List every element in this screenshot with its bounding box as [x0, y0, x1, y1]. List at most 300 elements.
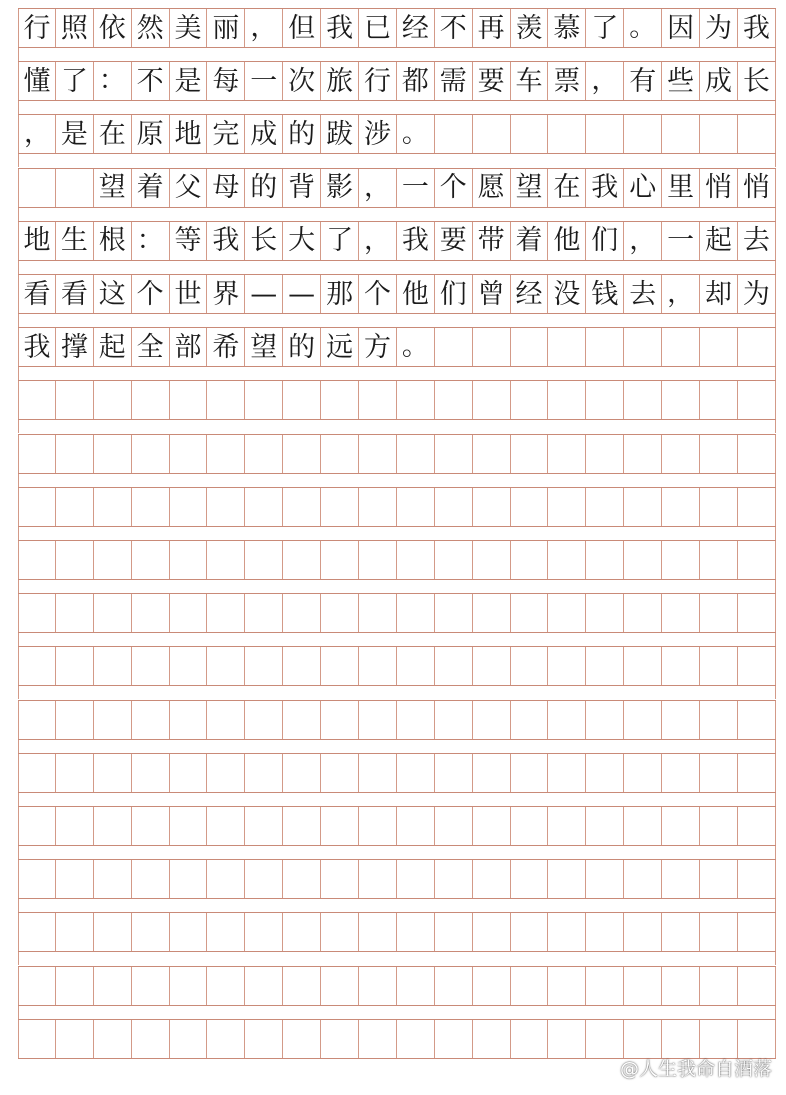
- row-gap: [18, 48, 776, 61]
- grid-cell: [94, 967, 132, 1005]
- grid-row: [18, 221, 776, 261]
- grid-cell: 望: [511, 169, 549, 207]
- grid-cell: 他: [397, 275, 435, 313]
- grid-cell: [700, 967, 738, 1005]
- grid-cell: [624, 913, 662, 951]
- grid-cell: 是: [56, 115, 94, 153]
- grid-row: [18, 593, 776, 633]
- tentacle-logo-icon: [596, 1058, 616, 1078]
- row-gap: [18, 952, 776, 965]
- grid-cell: [700, 488, 738, 526]
- grid-cell: 行: [359, 62, 397, 100]
- grid-cell: —: [245, 275, 283, 313]
- grid-cell: 去: [624, 275, 662, 313]
- grid-cell: 却: [700, 275, 738, 313]
- grid-cell: 旅: [321, 62, 359, 100]
- grid-cell: [245, 701, 283, 739]
- grid-cell: 丽: [207, 9, 245, 47]
- grid-cell: [738, 967, 776, 1005]
- grid-cell: 悄: [700, 169, 738, 207]
- grid-cell: [511, 435, 549, 473]
- grid-cell: 了: [586, 9, 624, 47]
- grid-cell: [170, 594, 208, 632]
- grid-cell: [94, 541, 132, 579]
- grid-cell: 。: [397, 328, 435, 366]
- grid-cell: [548, 1020, 586, 1058]
- watermark: [596, 1054, 772, 1081]
- grid-cell: 影: [321, 169, 359, 207]
- grid-cell: 方: [359, 328, 397, 366]
- grid-cell: [18, 381, 56, 419]
- grid-cell: [321, 435, 359, 473]
- grid-cell: 部: [170, 328, 208, 366]
- grid-cell: [170, 754, 208, 792]
- grid-cell: [548, 647, 586, 685]
- grid-cell: [511, 701, 549, 739]
- grid-cell: [283, 435, 321, 473]
- grid-cell: 我: [18, 328, 56, 366]
- grid-cell: [94, 594, 132, 632]
- grid-cell: [473, 1020, 511, 1058]
- grid-cell: [435, 115, 473, 153]
- grid-cell: 望: [245, 328, 283, 366]
- grid-cell: [283, 541, 321, 579]
- grid-cell: 经: [511, 275, 549, 313]
- row-gap: [18, 633, 776, 646]
- grid-cell: [700, 541, 738, 579]
- grid-cell: [662, 541, 700, 579]
- grid-cell: [586, 1020, 624, 1058]
- grid-cell: [283, 860, 321, 898]
- grid-cell: [321, 967, 359, 1005]
- grid-cell: 他: [548, 222, 586, 260]
- grid-cell: [700, 328, 738, 366]
- grid-cell: [359, 381, 397, 419]
- grid-cell: [662, 328, 700, 366]
- grid-cell: [511, 1020, 549, 1058]
- grid-row: [18, 700, 776, 740]
- grid-cell: [56, 701, 94, 739]
- grid-cell: [56, 541, 94, 579]
- grid-cell: [132, 488, 170, 526]
- grid-cell: [359, 754, 397, 792]
- grid-cell: [738, 115, 776, 153]
- grid-cell: 个: [359, 275, 397, 313]
- grid-cell: [56, 860, 94, 898]
- grid-cell: [397, 860, 435, 898]
- grid-cell: [321, 594, 359, 632]
- grid-cell: [18, 169, 56, 207]
- grid-cell: 成: [245, 115, 283, 153]
- grid-cell: [586, 913, 624, 951]
- grid-cell: [170, 1020, 208, 1058]
- grid-cell: ，: [586, 62, 624, 100]
- grid-cell: [700, 381, 738, 419]
- grid-cell: [700, 807, 738, 845]
- grid-cell: 懂: [18, 62, 56, 100]
- grid-cell: 心: [624, 169, 662, 207]
- grid-cell: [473, 754, 511, 792]
- grid-cell: [511, 541, 549, 579]
- row-gap: [18, 420, 776, 433]
- grid-cell: [548, 967, 586, 1005]
- grid-cell: [511, 807, 549, 845]
- grid-cell: [548, 381, 586, 419]
- grid-cell: [170, 435, 208, 473]
- grid-cell: [207, 435, 245, 473]
- grid-cell: 根: [94, 222, 132, 260]
- grid-cell: 。: [624, 9, 662, 47]
- grid-cell: ，: [245, 9, 283, 47]
- grid-row: [18, 1019, 776, 1059]
- grid-cell: [283, 701, 321, 739]
- grid-cell: [170, 807, 208, 845]
- grid-cell: [473, 967, 511, 1005]
- grid-cell: 曾: [473, 275, 511, 313]
- grid-cell: 母: [207, 169, 245, 207]
- grid-cell: [738, 328, 776, 366]
- grid-cell: [473, 115, 511, 153]
- grid-cell: [245, 754, 283, 792]
- grid-cell: [548, 594, 586, 632]
- grid-cell: [662, 913, 700, 951]
- grid-cell: [586, 754, 624, 792]
- grid-cell: 长: [245, 222, 283, 260]
- grid-cell: [511, 967, 549, 1005]
- grid-cell: 经: [397, 9, 435, 47]
- grid-cell: 地: [18, 222, 56, 260]
- grid-cell: [245, 807, 283, 845]
- grid-cell: [738, 435, 776, 473]
- grid-cell: [321, 541, 359, 579]
- grid-cell: [207, 701, 245, 739]
- grid-cell: [624, 860, 662, 898]
- grid-cell: [624, 488, 662, 526]
- grid-cell: [662, 647, 700, 685]
- grid-cell: [132, 701, 170, 739]
- grid-cell: 等: [170, 222, 208, 260]
- grid-cell: [511, 328, 549, 366]
- row-gap: [18, 527, 776, 540]
- grid-cell: [662, 435, 700, 473]
- grid-cell: [56, 807, 94, 845]
- grid-cell: [624, 967, 662, 1005]
- grid-cell: [624, 541, 662, 579]
- grid-cell: [624, 381, 662, 419]
- grid-row: [18, 380, 776, 420]
- row-gap: [18, 154, 776, 167]
- grid-cell: [548, 435, 586, 473]
- grid-cell: 原: [132, 115, 170, 153]
- grid-cell: [738, 913, 776, 951]
- grid-cell: [662, 860, 700, 898]
- grid-cell: [359, 488, 397, 526]
- grid-cell: 。: [397, 115, 435, 153]
- grid-cell: [700, 1020, 738, 1058]
- grid-cell: [283, 807, 321, 845]
- grid-cell: [473, 381, 511, 419]
- grid-cell: [132, 913, 170, 951]
- grid-cell: [245, 860, 283, 898]
- grid-cell: [56, 647, 94, 685]
- grid-cell: [397, 701, 435, 739]
- grid-cell: 些: [662, 62, 700, 100]
- grid-cell: [18, 807, 56, 845]
- grid-cell: [170, 647, 208, 685]
- grid-cell: [359, 1020, 397, 1058]
- grid-cell: [132, 1020, 170, 1058]
- grid-row: [18, 753, 776, 793]
- grid-cell: 要: [435, 222, 473, 260]
- grid-cell: 羡: [511, 9, 549, 47]
- grid-cell: 次: [283, 62, 321, 100]
- grid-cell: [511, 115, 549, 153]
- grid-cell: [624, 701, 662, 739]
- grid-cell: [170, 913, 208, 951]
- grid-cell: [700, 754, 738, 792]
- grid-cell: [586, 435, 624, 473]
- grid-cell: [586, 701, 624, 739]
- grid-cell: ，: [18, 115, 56, 153]
- grid-cell: [359, 541, 397, 579]
- grid-cell: [94, 754, 132, 792]
- grid-cell: 世: [170, 275, 208, 313]
- composition-paper: [18, 8, 776, 1088]
- grid-cell: [321, 647, 359, 685]
- grid-cell: 为: [738, 275, 776, 313]
- grid-cell: 背: [283, 169, 321, 207]
- row-gap: [18, 740, 776, 753]
- row-gap: [18, 261, 776, 274]
- grid-cell: [18, 488, 56, 526]
- grid-cell: [397, 435, 435, 473]
- grid-cell: [586, 594, 624, 632]
- grid-cell: [132, 807, 170, 845]
- grid-cell: [207, 754, 245, 792]
- grid-cell: [170, 967, 208, 1005]
- grid-cell: [359, 807, 397, 845]
- grid-cell: 远: [321, 328, 359, 366]
- grid-cell: [586, 541, 624, 579]
- grid-cell: [321, 807, 359, 845]
- grid-cell: 的: [245, 169, 283, 207]
- grid-cell: [18, 435, 56, 473]
- grid-cell: 再: [473, 9, 511, 47]
- grid-cell: 是: [170, 62, 208, 100]
- grid-cell: 在: [94, 115, 132, 153]
- grid-row: [18, 168, 776, 208]
- grid-cell: [435, 1020, 473, 1058]
- grid-cell: [624, 328, 662, 366]
- grid-cell: [207, 381, 245, 419]
- grid-cell: 完: [207, 115, 245, 153]
- grid-cell: [397, 488, 435, 526]
- grid-cell: 我: [586, 169, 624, 207]
- grid-cell: [511, 913, 549, 951]
- grid-cell: 悄: [738, 169, 776, 207]
- grid-cell: [18, 701, 56, 739]
- grid-cell: [548, 913, 586, 951]
- grid-cell: [245, 541, 283, 579]
- grid-cell: [473, 807, 511, 845]
- grid-cell: 我: [321, 9, 359, 47]
- grid-cell: [738, 754, 776, 792]
- grid-cell: [473, 541, 511, 579]
- grid-cell: 为: [700, 9, 738, 47]
- grid-cell: [132, 541, 170, 579]
- grid-cell: [132, 754, 170, 792]
- grid-cell: [511, 647, 549, 685]
- grid-cell: [624, 1020, 662, 1058]
- grid-cell: [94, 807, 132, 845]
- grid-cell: 起: [94, 328, 132, 366]
- grid-cell: [245, 594, 283, 632]
- grid-cell: 生: [56, 222, 94, 260]
- grid-cell: [132, 381, 170, 419]
- grid-cell: [359, 967, 397, 1005]
- grid-cell: 一: [662, 222, 700, 260]
- grid-cell: [18, 594, 56, 632]
- grid-cell: 有: [624, 62, 662, 100]
- grid-cell: [170, 541, 208, 579]
- grid-cell: [511, 594, 549, 632]
- grid-cell: 长: [738, 62, 776, 100]
- grid-cell: [18, 647, 56, 685]
- grid-cell: [435, 435, 473, 473]
- grid-cell: 成: [700, 62, 738, 100]
- grid-cell: [548, 754, 586, 792]
- grid-cell: [662, 115, 700, 153]
- grid-cell: 一: [245, 62, 283, 100]
- grid-cell: [56, 488, 94, 526]
- grid-cell: 带: [473, 222, 511, 260]
- grid-cell: [624, 435, 662, 473]
- grid-cell: 父: [170, 169, 208, 207]
- grid-cell: [245, 913, 283, 951]
- grid-cell: [586, 328, 624, 366]
- grid-row: [18, 912, 776, 952]
- grid-cell: [662, 488, 700, 526]
- grid-cell: [397, 967, 435, 1005]
- grid-cell: 我: [397, 222, 435, 260]
- grid-cell: [548, 488, 586, 526]
- grid-cell: 不: [435, 9, 473, 47]
- grid-cell: [397, 807, 435, 845]
- grid-cell: [321, 381, 359, 419]
- grid-cell: [321, 913, 359, 951]
- grid-cell: 愿: [473, 169, 511, 207]
- grid-cell: [94, 860, 132, 898]
- grid-cell: [170, 488, 208, 526]
- grid-cell: [397, 913, 435, 951]
- row-gap: [18, 101, 776, 114]
- grid-cell: [700, 594, 738, 632]
- grid-row: [18, 274, 776, 314]
- grid-cell: [56, 913, 94, 951]
- grid-cell: [283, 647, 321, 685]
- grid-cell: [94, 381, 132, 419]
- grid-cell: 撑: [56, 328, 94, 366]
- grid-cell: [473, 647, 511, 685]
- grid-cell: [359, 435, 397, 473]
- grid-cell: 依: [94, 9, 132, 47]
- row-gap: [18, 1006, 776, 1019]
- grid-cell: [624, 647, 662, 685]
- grid-cell: 慕: [548, 9, 586, 47]
- grid-cell: [738, 701, 776, 739]
- grid-cell: [473, 594, 511, 632]
- grid-cell: [700, 115, 738, 153]
- grid-cell: —: [283, 275, 321, 313]
- grid-cell: [56, 754, 94, 792]
- grid-cell: 但: [283, 9, 321, 47]
- grid-cell: [359, 701, 397, 739]
- grid-cell: [18, 754, 56, 792]
- grid-cell: 看: [56, 275, 94, 313]
- grid-cell: [435, 860, 473, 898]
- grid-cell: [94, 701, 132, 739]
- grid-cell: 了: [321, 222, 359, 260]
- grid-cell: [132, 967, 170, 1005]
- grid-cell: [207, 913, 245, 951]
- grid-cell: [738, 594, 776, 632]
- grid-cell: 都: [397, 62, 435, 100]
- grid-cell: [700, 913, 738, 951]
- grid-row: [18, 806, 776, 846]
- grid-cell: 的: [283, 328, 321, 366]
- grid-cell: [18, 860, 56, 898]
- grid-cell: [435, 594, 473, 632]
- grid-cell: 去: [738, 222, 776, 260]
- grid-cell: [18, 967, 56, 1005]
- grid-row: [18, 434, 776, 474]
- grid-cell: [283, 1020, 321, 1058]
- grid-cell: 我: [738, 9, 776, 47]
- grid-cell: [94, 913, 132, 951]
- grid-cell: [435, 488, 473, 526]
- grid-cell: [359, 594, 397, 632]
- grid-row: [18, 859, 776, 899]
- grid-cell: [245, 967, 283, 1005]
- grid-cell: [283, 594, 321, 632]
- grid-cell: [94, 435, 132, 473]
- grid-cell: [207, 541, 245, 579]
- grid-cell: [245, 1020, 283, 1058]
- grid-cell: 一: [397, 169, 435, 207]
- grid-cell: [435, 647, 473, 685]
- grid-cell: [586, 647, 624, 685]
- grid-cell: ，: [624, 222, 662, 260]
- grid-cell: 没: [548, 275, 586, 313]
- grid-cell: [586, 967, 624, 1005]
- grid-cell: 起: [700, 222, 738, 260]
- grid-cell: [18, 1020, 56, 1058]
- grid-row: [18, 327, 776, 367]
- grid-cell: [511, 754, 549, 792]
- grid-cell: [662, 594, 700, 632]
- grid-cell: [662, 381, 700, 419]
- grid-cell: 美: [170, 9, 208, 47]
- grid-cell: [321, 488, 359, 526]
- grid-cell: [321, 701, 359, 739]
- grid-cell: [397, 381, 435, 419]
- grid-cell: [207, 647, 245, 685]
- grid-cell: [94, 647, 132, 685]
- grid-cell: [435, 701, 473, 739]
- grid-cell: [662, 967, 700, 1005]
- grid-cell: 照: [56, 9, 94, 47]
- grid-cell: 钱: [586, 275, 624, 313]
